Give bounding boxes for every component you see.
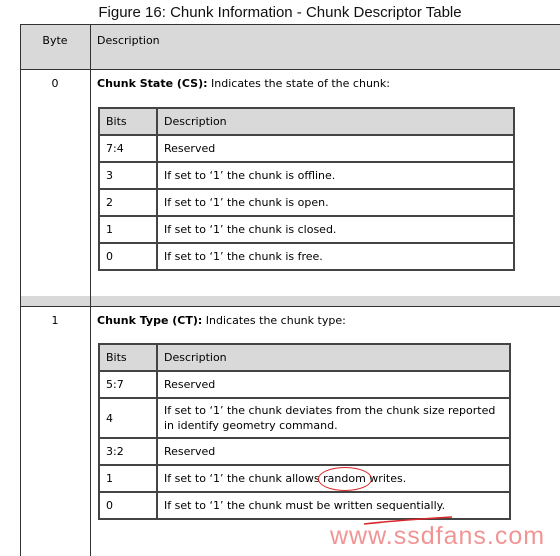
figure-title: Figure 16: Chunk Information - Chunk Descriptor Table: [98, 4, 462, 21]
bits-cell: 0: [99, 492, 157, 519]
desc-cell: Reserved: [157, 135, 514, 162]
bits-cell: 0: [99, 243, 157, 270]
desc-text: If set to ‘1’ the chunk allows: [164, 472, 324, 485]
table-row: [99, 371, 510, 398]
col-desc-header: Description: [157, 344, 510, 371]
desc-text: random: [323, 472, 366, 485]
grid-line: [20, 24, 21, 556]
table-row: [99, 465, 510, 492]
table-row: [99, 398, 510, 438]
desc-text: writes.: [365, 472, 407, 485]
bits-cell: 3:2: [99, 438, 157, 465]
field-label: Chunk State (CS):: [97, 77, 208, 90]
table-row: [99, 243, 514, 270]
grid-line: [20, 306, 560, 307]
header-byte: Byte: [42, 34, 68, 47]
bits-cell: 1: [99, 216, 157, 243]
header-description: Description: [97, 34, 160, 47]
chunk-state-bits-table: [98, 107, 515, 271]
bits-cell: 1: [99, 465, 157, 492]
grid-line: [20, 69, 560, 70]
row-description-1: [97, 314, 557, 328]
watermark: www.ssdfans.com: [330, 522, 546, 550]
table-header: [99, 344, 510, 371]
col-bits-header: Bits: [99, 344, 157, 371]
col-desc-header: Description: [157, 108, 514, 135]
bits-cell: 4: [99, 398, 157, 438]
table-row: [99, 438, 510, 465]
row-separator: [20, 296, 560, 306]
desc-cell: If set to ‘1’ the chunk must be written sequentially.: [157, 492, 510, 519]
table-row: [99, 189, 514, 216]
table-row: [99, 135, 514, 162]
desc-cell: Reserved: [157, 438, 510, 465]
field-label: Chunk Type (CT):: [97, 314, 203, 327]
bits-cell: 2: [99, 189, 157, 216]
chunk-descriptor-table: [20, 24, 560, 556]
chunk-type-bits-table: [98, 343, 511, 520]
bits-cell: 3: [99, 162, 157, 189]
row-byte-1: 1: [51, 314, 59, 327]
grid-line: [20, 24, 560, 25]
desc-cell: If set to ‘1’ the chunk is free.: [157, 243, 514, 270]
field-text: Indicates the state of the chunk:: [207, 77, 390, 90]
desc-cell: If set to ‘1’ the chunk is offline.: [157, 162, 514, 189]
grid-line: [90, 24, 91, 556]
red-circle-annotation: [318, 467, 372, 491]
desc-cell: [157, 465, 510, 492]
row-byte-0: 0: [51, 77, 59, 90]
field-text: Indicates the chunk type:: [202, 314, 346, 327]
bits-cell: 5:7: [99, 371, 157, 398]
table-row: [99, 162, 514, 189]
desc-cell: If set to ‘1’ the chunk is open.: [157, 189, 514, 216]
desc-cell: If set to ‘1’ the chunk is closed.: [157, 216, 514, 243]
desc-cell: Reserved: [157, 371, 510, 398]
table-row: [99, 216, 514, 243]
desc-cell: If set to ‘1’ the chunk deviates from the chunk size reported in identify geometry command.: [157, 398, 510, 438]
row-description-0: [97, 77, 557, 91]
bits-cell: 7:4: [99, 135, 157, 162]
table-header: [99, 108, 514, 135]
circled-word: [323, 472, 366, 485]
col-bits-header: Bits: [99, 108, 157, 135]
